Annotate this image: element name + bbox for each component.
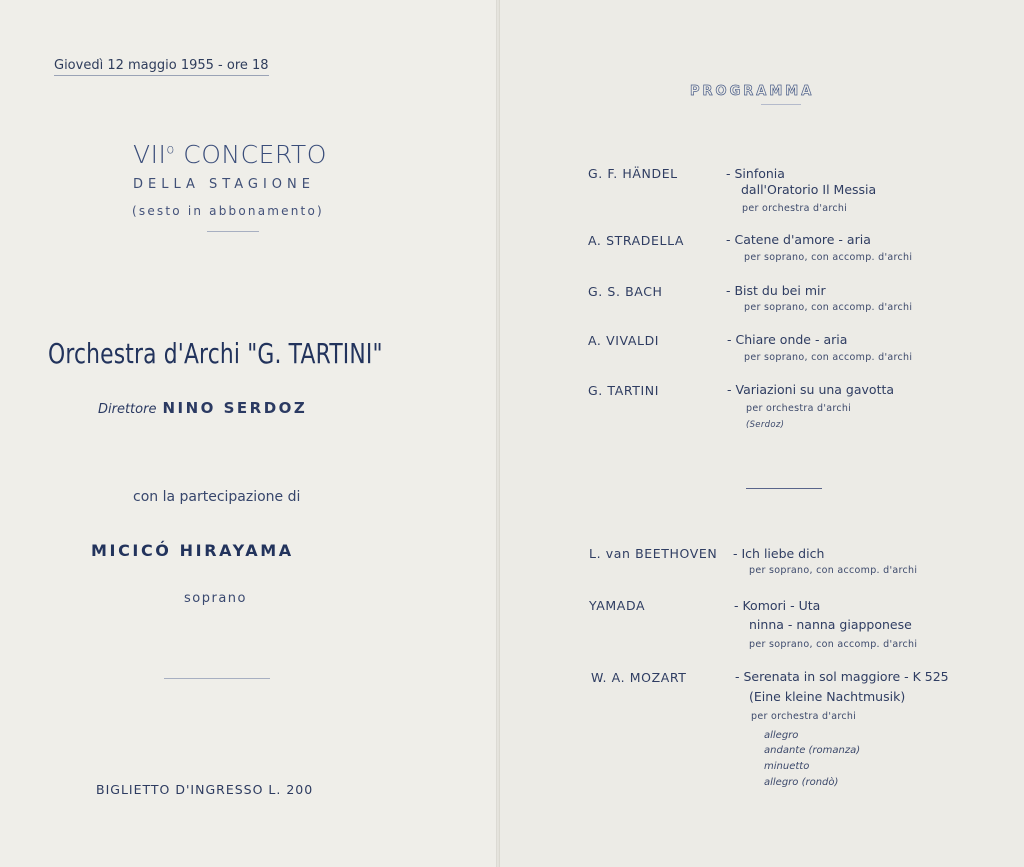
- orchestra-name: Orchestra d'Archi "G. TARTINI": [48, 337, 383, 370]
- concert-word: CONCERTO: [183, 140, 327, 169]
- composer: G. TARTINI: [588, 383, 659, 398]
- composer: L. van BEETHOVEN: [589, 546, 718, 561]
- soloist-voice: soprano: [184, 591, 247, 606]
- work-note: per soprano, con accomp. d'archi: [749, 639, 918, 650]
- divider: [207, 231, 259, 232]
- composer: A. VIVALDI: [588, 333, 660, 348]
- participation-text: con la partecipazione di: [133, 489, 301, 505]
- program-title: PROGRAMMA: [690, 84, 815, 99]
- concert-number-sup: o: [166, 142, 175, 158]
- composer: YAMADA: [589, 598, 646, 613]
- concert-date: Giovedì 12 maggio 1955 - ore 18: [54, 58, 269, 76]
- work-title: - Sinfonia: [726, 166, 785, 181]
- right-page: [498, 0, 1024, 867]
- ticket-price: BIGLIETTO D'INGRESSO L. 200: [96, 782, 314, 797]
- movement: allegro: [764, 730, 799, 741]
- director: [98, 398, 307, 417]
- composer: G. S. BACH: [588, 284, 663, 299]
- composer: G. F. HÄNDEL: [588, 166, 678, 181]
- work-note: per orchestra d'archi: [746, 403, 852, 414]
- work-subtitle: dall'Oratorio Il Messia: [741, 182, 877, 197]
- page-fold: [496, 0, 500, 867]
- work-note: per soprano, con accomp. d'archi: [749, 565, 918, 576]
- concert-title: [133, 140, 327, 169]
- soloist-name: MICICÓ HIRAYAMA: [91, 541, 294, 560]
- work-note: per orchestra d'archi: [742, 203, 848, 214]
- work-subtitle: ninna - nanna giapponese: [749, 617, 912, 632]
- work-title: - Bist du bei mir: [726, 283, 826, 298]
- movement: allegro (rondò): [764, 777, 839, 788]
- work-title: - Chiare onde - aria: [727, 332, 848, 347]
- director-label: Direttore: [98, 402, 157, 417]
- divider: [746, 488, 822, 489]
- director-name: NINO SERDOZ: [162, 399, 308, 417]
- concert-number: VII: [133, 140, 167, 169]
- work-note: per soprano, con accomp. d'archi: [744, 252, 913, 263]
- movement: andante (romanza): [764, 745, 861, 756]
- work-note: per soprano, con accomp. d'archi: [744, 302, 913, 313]
- work-subtitle: (Eine kleine Nachtmusik): [749, 689, 906, 704]
- concert-subscription: (sesto in abbonamento): [132, 204, 324, 218]
- work-title: - Variazioni su una gavotta: [727, 382, 895, 397]
- work-title: - Ich liebe dich: [733, 546, 825, 561]
- movement: minuetto: [764, 761, 810, 772]
- work-title: - Serenata in sol maggiore - K 525: [735, 669, 949, 684]
- work-note: per soprano, con accomp. d'archi: [744, 352, 913, 363]
- composer: W. A. MOZART: [591, 670, 687, 685]
- composer: A. STRADELLA: [588, 233, 685, 248]
- divider: [761, 104, 801, 105]
- work-arranger: (Serdoz): [746, 420, 785, 430]
- work-title: - Catene d'amore - aria: [726, 232, 871, 247]
- divider: [164, 678, 270, 679]
- concert-season: DELLA STAGIONE: [133, 177, 315, 192]
- left-page: [0, 0, 498, 867]
- work-note: per orchestra d'archi: [751, 711, 857, 722]
- work-title: - Komori - Uta: [734, 598, 821, 613]
